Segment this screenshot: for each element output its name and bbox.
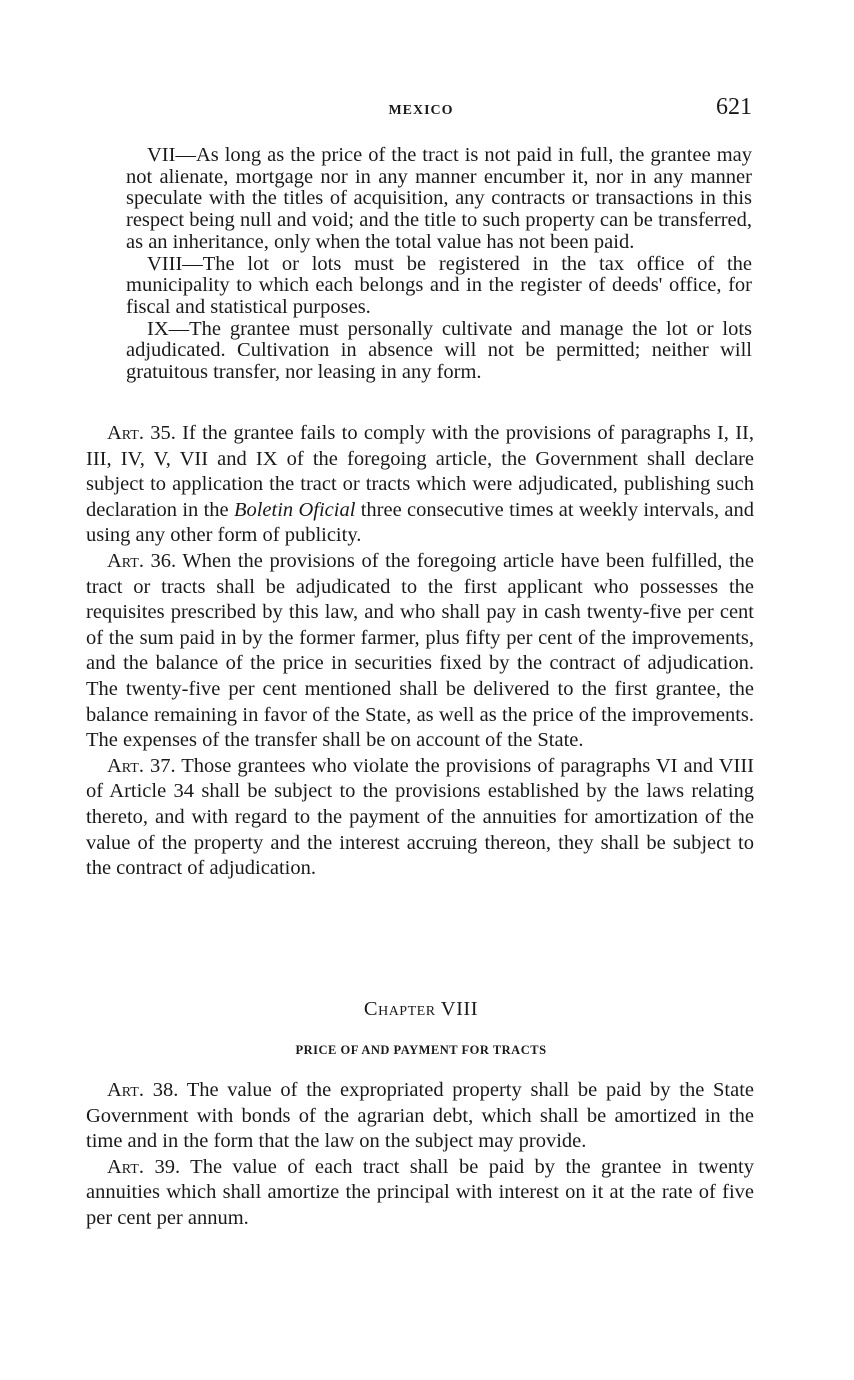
article-39-text: The value of each tract shall be paid by the grantee in twenty annuities which shall amortize the principal with interest on it at the rate of five per cent per annum. (86, 1155, 754, 1229)
paragraph-vii: VII—As long as the price of the tract is not paid in full, the grantee may not alienate, mortgage nor in any manner encumber it, nor in any manner speculate with the titles of acquisition, any contracts or transactions in this respect being null and void; and the title to such property can be transferred, as an inheritance, only when the total value has not been paid. (126, 144, 752, 253)
article-38 (86, 1078, 754, 1155)
article-36-label: Art. 36. (107, 549, 177, 572)
article-35-label: Art. 35. (107, 422, 176, 444)
articles-35-37 (86, 421, 754, 882)
chapter-number: VIII (440, 998, 479, 1020)
chapter-subheading: PRICE OF AND PAYMENT FOR TRACTS (295, 1043, 547, 1057)
article-39-label: Art. 39. (107, 1155, 181, 1178)
paragraph-viii: VIII—The lot or lots must be registered in the tax office of the municipality to which each belongs and in the register of deeds' office, for fiscal and statistical purposes. (126, 252, 752, 318)
article-37-label: Art. 37. (107, 754, 176, 777)
chapter-heading (86, 998, 756, 1021)
article-37 (86, 754, 754, 882)
article-38-label: Art. 38. (107, 1079, 179, 1101)
article-36 (86, 549, 754, 754)
running-head (86, 94, 756, 128)
article-34-paragraphs (126, 145, 752, 384)
chapter-header (86, 998, 756, 1058)
paragraph-ix: IX—The grantee must personally cultivate and manage the lot or lots adjudicated. Cultivation in absence will not be permitted; neither will gratuitous transfer, nor leasing in any form. (126, 317, 752, 384)
page-number: 621 (716, 94, 752, 120)
article-37-text: Those grantees who violate the provisions of paragraphs VI and VIII of Article 34 shall be subject to the provisions established by the laws relating thereto, and with regard to the payment of the annuities for amortization of the value of the property and the interest accruing thereon, they shall be subject to the contract of adjudication. (86, 754, 754, 880)
article-35 (86, 421, 754, 549)
article-36-text: When the provisions of the foregoing article have been fulfilled, the tract or tracts shall be adjudicated to the first applicant who possesses the requisites prescribed by this law, and who shall pay in cash twenty-five per cent of the sum paid in by the former farmer, plus fifty per cent of the improvements, and the balance of the price in securities fixed by the contract of adjudication. The twenty-five per cent mentioned shall be delivered to the first grantee, the balance remaining in favor of the State, as well as the price of the improvements. The expenses of the transfer shall be on account of the State. (86, 549, 754, 752)
article-35-text-end: three consecutive times at weekly intervals, and using any other form of publicity. (86, 498, 754, 547)
article-35-italic: Boletin Oficial (233, 498, 356, 521)
article-39 (86, 1155, 754, 1232)
articles-38-39 (86, 1078, 754, 1232)
running-title: MEXICO (388, 103, 454, 118)
chapter-word: Chapter (363, 998, 436, 1020)
article-38-text: The value of the expropriated property shall be paid by the State Government with bonds of the agrarian debt, which shall be amortized in the time and in the form that the law on the subject may provide. (86, 1079, 755, 1153)
article-35-text-start: If the grantee fails to comply with the provisions of paragraphs I, II, III, IV, V, VII and IX of the foregoing article, the Government shall declare subject to application the tract or tracts which were adjudicated, publishing such declaration in the (86, 422, 754, 521)
